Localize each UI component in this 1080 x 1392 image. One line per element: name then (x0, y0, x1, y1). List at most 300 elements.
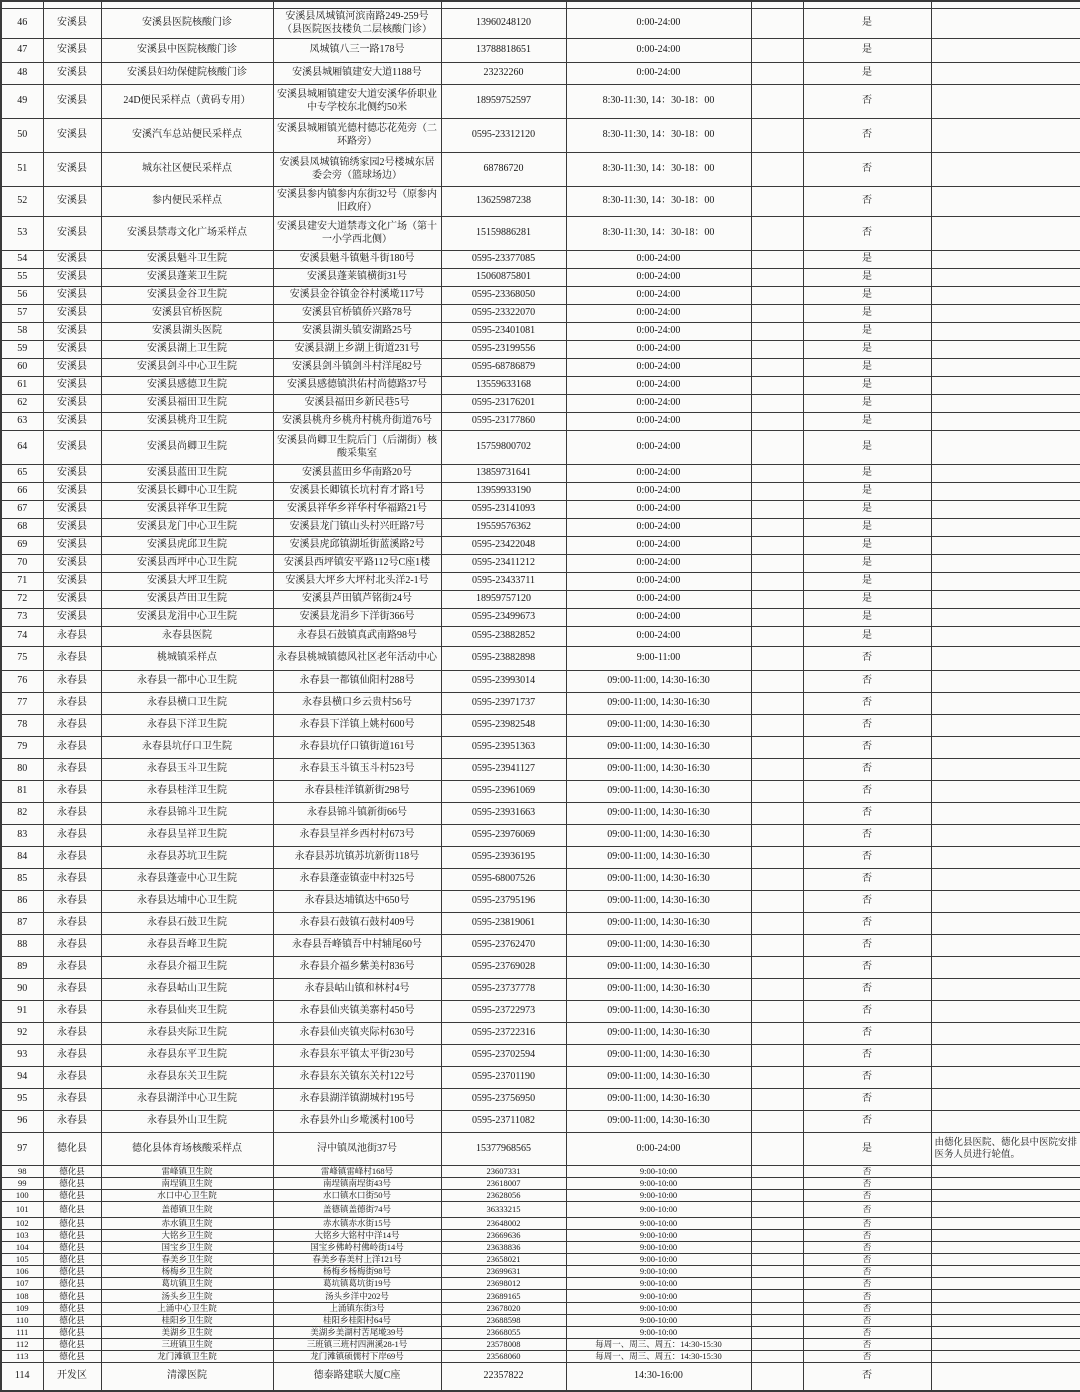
cell-flag: 否 (803, 1166, 931, 1178)
table-row (1, 1363, 1080, 1391)
table-row (1, 359, 1080, 377)
table-row (1, 591, 1080, 609)
cell-phone: 0595-23377085 (441, 251, 566, 269)
cell-county: 德化县 (43, 1218, 101, 1230)
cell-remark (931, 1067, 1080, 1089)
cell-county: 安溪县 (43, 395, 101, 413)
cell-no: 114 (1, 1363, 43, 1391)
cell-phone: 0595-23141093 (441, 501, 566, 519)
cell-county: 安溪县 (43, 413, 101, 431)
cell-flag: 否 (803, 935, 931, 957)
table-row (1, 465, 1080, 483)
cell-address: 安溪县湖头镇安湖路25号 (273, 323, 441, 341)
cell-no: 94 (1, 1067, 43, 1089)
cell-county: 永春县 (43, 803, 101, 825)
cell-county: 永春县 (43, 913, 101, 935)
cell-flag: 否 (803, 1111, 931, 1133)
cell-flag: 否 (803, 119, 931, 153)
cell-flag: 否 (803, 153, 931, 187)
cell-remark (931, 1242, 1080, 1254)
cell-address: 永春县桂洋镇新街298号 (273, 781, 441, 803)
cell-remark (931, 1351, 1080, 1363)
cell-name: 永春县吾峰卫生院 (101, 935, 273, 957)
cell-remark (931, 465, 1080, 483)
cell-no: 49 (1, 85, 43, 119)
cell-no: 77 (1, 693, 43, 715)
cell-remark (931, 305, 1080, 323)
cell-phone: 23568060 (441, 1351, 566, 1363)
cell-county: 开发区 (43, 1363, 101, 1391)
cell-address: 葛坑镇葛坑街19号 (273, 1278, 441, 1290)
cell-blank (751, 323, 803, 341)
cell-no: 57 (1, 305, 43, 323)
cell-name: 清濛医院 (101, 1363, 273, 1391)
cell-no: 86 (1, 891, 43, 913)
cell-no: 83 (1, 825, 43, 847)
cell-blank (751, 1045, 803, 1067)
cell-hours: 9:00-11:00 (566, 647, 751, 671)
cell-hours: 09:00-11:00, 14:30-16:30 (566, 1023, 751, 1045)
cell-county: 安溪县 (43, 85, 101, 119)
cell-name: 永春县下洋卫生院 (101, 715, 273, 737)
cell-hours: 9:00-10:00 (566, 1178, 751, 1190)
cell-blank (751, 9, 803, 39)
cell-hours: 0:00-24:00 (566, 573, 751, 591)
cell-no: 50 (1, 119, 43, 153)
cell-no: 90 (1, 979, 43, 1001)
cell-remark (931, 671, 1080, 693)
cell-phone: 13788818651 (441, 39, 566, 63)
cell-address: 安溪县祥华乡祥华村华福路21号 (273, 501, 441, 519)
cell-flag: 否 (803, 759, 931, 781)
cell-remark (931, 847, 1080, 869)
cell-no: 54 (1, 251, 43, 269)
cell-address: 美湖乡美湖村苦尾墘39号 (273, 1327, 441, 1339)
cell-name: 安溪县祥华卫生院 (101, 501, 273, 519)
cell-name: 安溪县芦田卫生院 (101, 591, 273, 609)
cell-hours: 09:00-11:00, 14:30-16:30 (566, 1067, 751, 1089)
cell-blank (751, 555, 803, 573)
cell-name: 桂阳乡卫生院 (101, 1315, 273, 1327)
cell-flag: 否 (803, 979, 931, 1001)
cell-no: 67 (1, 501, 43, 519)
cell-remark (931, 39, 1080, 63)
cell-no: 91 (1, 1001, 43, 1023)
cell-hours: 09:00-11:00, 14:30-16:30 (566, 869, 751, 891)
cell-hours: 09:00-11:00, 14:30-16:30 (566, 847, 751, 869)
cutoff-row (1, 1, 1080, 9)
cell-address: 安溪县蓝田乡华南路20号 (273, 465, 441, 483)
cell-address: 永春县仙夹镇美寨村450号 (273, 1001, 441, 1023)
cell-remark (931, 781, 1080, 803)
cell-county: 安溪县 (43, 537, 101, 555)
cell-address: 安溪县龙涓乡下洋街366号 (273, 609, 441, 627)
cell-county: 永春县 (43, 737, 101, 759)
table-row (1, 1254, 1080, 1266)
cell-name: 永春县仙夹卫生院 (101, 1001, 273, 1023)
cell-name: 安溪县桃舟卫生院 (101, 413, 273, 431)
cell-phone: 0595-23769028 (441, 957, 566, 979)
cell-blank (751, 847, 803, 869)
cell-remark (931, 935, 1080, 957)
cell-address (273, 1, 441, 9)
cell-flag: 是 (803, 359, 931, 377)
cell-remark (931, 759, 1080, 781)
table-row (1, 269, 1080, 287)
table-row (1, 187, 1080, 217)
cell-hours: 09:00-11:00, 14:30-16:30 (566, 759, 751, 781)
cell-flag: 否 (803, 715, 931, 737)
cell-remark (931, 609, 1080, 627)
cell-county: 永春县 (43, 935, 101, 957)
cell-phone: 23628056 (441, 1190, 566, 1202)
cell-county: 德化县 (43, 1351, 101, 1363)
cell-address: 上涌镇东街3号 (273, 1303, 441, 1315)
cell-no: 72 (1, 591, 43, 609)
cell-remark (931, 519, 1080, 537)
cell-county: 安溪县 (43, 119, 101, 153)
cell-address: 安溪县剑斗镇剑斗村洋尾82号 (273, 359, 441, 377)
cell-county: 安溪县 (43, 187, 101, 217)
cell-name: 永春县东平卫生院 (101, 1045, 273, 1067)
cell-remark (931, 483, 1080, 501)
cell-phone: 0595-23199556 (441, 341, 566, 359)
cell-county: 安溪县 (43, 465, 101, 483)
cell-no: 111 (1, 1327, 43, 1339)
cell-phone: 13559633168 (441, 377, 566, 395)
table-row (1, 759, 1080, 781)
table-row (1, 891, 1080, 913)
table-row (1, 1166, 1080, 1178)
cell-name: 上涌中心卫生院 (101, 1303, 273, 1315)
cell-blank (751, 781, 803, 803)
cell-phone: 36333215 (441, 1202, 566, 1218)
cell-hours: 每周一、周三、周五：14:30-15:30 (566, 1339, 751, 1351)
cell-phone: 0595-23701190 (441, 1067, 566, 1089)
cell-no: 63 (1, 413, 43, 431)
cell-hours: 9:00-10:00 (566, 1218, 751, 1230)
cell-county: 安溪县 (43, 153, 101, 187)
cell-address: 德泰路建联大厦C座 (273, 1363, 441, 1391)
cell-blank (751, 1278, 803, 1290)
cell-blank (751, 431, 803, 465)
cell-address: 安溪县城厢镇建安大道安溪华侨职业中专学校东北侧约50米 (273, 85, 441, 119)
cell-address: 水口镇水口街50号 (273, 1190, 441, 1202)
table-row (1, 1327, 1080, 1339)
cell-county: 安溪县 (43, 269, 101, 287)
cell-county: 永春县 (43, 627, 101, 647)
cell-hours: 9:00-10:00 (566, 1166, 751, 1178)
cell-hours: 09:00-11:00, 14:30-16:30 (566, 935, 751, 957)
cell-county: 安溪县 (43, 287, 101, 305)
cell-address: 安溪县尚卿卫生院后门（后湖街）核酸采集室 (273, 431, 441, 465)
table-row (1, 431, 1080, 465)
cell-remark: 由德化县医院、德化县中医院安排医务人员进行轮值。 (931, 1133, 1080, 1166)
cell-phone: 15377968565 (441, 1133, 566, 1166)
table-row (1, 1303, 1080, 1315)
cell-no: 65 (1, 465, 43, 483)
cell-flag: 否 (803, 1218, 931, 1230)
table-row (1, 1190, 1080, 1202)
cell-no: 105 (1, 1254, 43, 1266)
cell-remark (931, 693, 1080, 715)
table-row (1, 85, 1080, 119)
cell-flag: 否 (803, 1045, 931, 1067)
cell-blank (751, 341, 803, 359)
cell-phone: 0595-23711082 (441, 1111, 566, 1133)
table-row (1, 573, 1080, 591)
cell-remark (931, 957, 1080, 979)
cell-flag: 否 (803, 1023, 931, 1045)
cell-name: 春美乡卫生院 (101, 1254, 273, 1266)
cell-flag: 否 (803, 217, 931, 251)
cell-flag: 是 (803, 377, 931, 395)
cell-name: 安溪县妇幼保健院核酸门诊 (101, 63, 273, 85)
cell-blank (751, 1166, 803, 1178)
cell-address: 杨梅乡杨梅街98号 (273, 1266, 441, 1278)
cell-blank (751, 693, 803, 715)
cell-hours: 0:00-24:00 (566, 9, 751, 39)
cell-blank (751, 1001, 803, 1023)
cell-remark (931, 1111, 1080, 1133)
cell-no: 69 (1, 537, 43, 555)
cell-name: 永春县呈祥卫生院 (101, 825, 273, 847)
cell-address: 永春县石鼓镇真武南路98号 (273, 627, 441, 647)
cell-blank (751, 647, 803, 671)
cell-address: 安溪县大坪乡大坪村北头洋2-1号 (273, 573, 441, 591)
cell-name: 永春县锦斗卫生院 (101, 803, 273, 825)
cell-address: 永春县东平镇太平街230号 (273, 1045, 441, 1067)
cell-name: 盖德镇卫生院 (101, 1202, 273, 1218)
cell-county: 安溪县 (43, 501, 101, 519)
cell-name: 汤头乡卫生院 (101, 1290, 273, 1303)
table-row (1, 413, 1080, 431)
cell-remark (931, 1266, 1080, 1278)
cell-no: 81 (1, 781, 43, 803)
cell-county: 永春县 (43, 957, 101, 979)
cell-phone: 23607331 (441, 1166, 566, 1178)
cell-flag: 是 (803, 9, 931, 39)
cell-hours: 9:00-10:00 (566, 1202, 751, 1218)
cell-blank (751, 1178, 803, 1190)
cell-hours: 09:00-11:00, 14:30-16:30 (566, 803, 751, 825)
cell-name: 参内便民采样点 (101, 187, 273, 217)
cell-flag: 否 (803, 869, 931, 891)
cell-remark (931, 119, 1080, 153)
cell-hours: 0:00-24:00 (566, 519, 751, 537)
cell-remark (931, 979, 1080, 1001)
cell-phone: 0595-23177860 (441, 413, 566, 431)
cell-address: 永春县介福乡紫美村836号 (273, 957, 441, 979)
cell-county: 安溪县 (43, 251, 101, 269)
cell-blank (751, 119, 803, 153)
cell-blank (751, 1218, 803, 1230)
cell-blank (751, 217, 803, 251)
cell-no: 52 (1, 187, 43, 217)
table-row (1, 693, 1080, 715)
cell-blank (751, 269, 803, 287)
cell-address: 三班镇三班村四洲溪28-1号 (273, 1339, 441, 1351)
cell-no: 73 (1, 609, 43, 627)
cell-phone: 22357822 (441, 1363, 566, 1391)
cell-flag: 是 (803, 591, 931, 609)
cell-phone: 23638836 (441, 1242, 566, 1254)
cell-address: 永春县东关镇东关村122号 (273, 1067, 441, 1089)
cell-hours: 0:00-24:00 (566, 323, 751, 341)
table-row (1, 63, 1080, 85)
table-row (1, 153, 1080, 187)
cell-county: 永春县 (43, 891, 101, 913)
cell-blank (751, 395, 803, 413)
cell-flag: 否 (803, 1266, 931, 1278)
cell-flag: 是 (803, 1133, 931, 1166)
cell-hours: 0:00-24:00 (566, 413, 751, 431)
cell-remark (931, 1, 1080, 9)
cell-hours: 09:00-11:00, 14:30-16:30 (566, 1111, 751, 1133)
cell-flag: 是 (803, 483, 931, 501)
cell-name: 永春县石鼓卫生院 (101, 913, 273, 935)
cell-no: 70 (1, 555, 43, 573)
cell-flag: 否 (803, 737, 931, 759)
table-row (1, 825, 1080, 847)
table-row (1, 341, 1080, 359)
cell-remark (931, 869, 1080, 891)
cell-no: 71 (1, 573, 43, 591)
cell-hours: 09:00-11:00, 14:30-16:30 (566, 957, 751, 979)
cell-address: 安溪县龙门镇山头村兴旺路7号 (273, 519, 441, 537)
cell-phone: 23689165 (441, 1290, 566, 1303)
cell-address: 永春县桃城镇德风社区老年活动中心 (273, 647, 441, 671)
cell-no: 112 (1, 1339, 43, 1351)
cell-no: 51 (1, 153, 43, 187)
cell-blank (751, 913, 803, 935)
cell-name: 三班镇卫生院 (101, 1339, 273, 1351)
cell-remark (931, 1339, 1080, 1351)
cell-flag: 否 (803, 187, 931, 217)
cell-address: 盖德镇盖德街74号 (273, 1202, 441, 1218)
cell-county: 德化县 (43, 1178, 101, 1190)
cell-flag: 是 (803, 609, 931, 627)
cell-hours: 9:00-10:00 (566, 1242, 751, 1254)
cell-name: 安溪县长卿中心卫生院 (101, 483, 273, 501)
cell-county: 德化县 (43, 1242, 101, 1254)
cell-blank (751, 1067, 803, 1089)
cell-phone: 0595-23961069 (441, 781, 566, 803)
cell-remark (931, 1278, 1080, 1290)
cell-blank (751, 501, 803, 519)
cell-phone: 13960248120 (441, 9, 566, 39)
cell-no: 102 (1, 1218, 43, 1230)
cell-phone: 0595-23368050 (441, 287, 566, 305)
cell-hours: 9:00-10:00 (566, 1290, 751, 1303)
cell-remark (931, 395, 1080, 413)
cell-blank (751, 519, 803, 537)
cell-blank (751, 1111, 803, 1133)
table-row (1, 9, 1080, 39)
cell-hours: 0:00-24:00 (566, 377, 751, 395)
cell-county: 安溪县 (43, 591, 101, 609)
table-row (1, 957, 1080, 979)
cell-name: 永春县湖洋中心卫生院 (101, 1089, 273, 1111)
cell-hours: 09:00-11:00, 14:30-16:30 (566, 979, 751, 1001)
cell-hours: 9:00-10:00 (566, 1190, 751, 1202)
cell-remark (931, 1230, 1080, 1242)
cell-hours: 0:00-24:00 (566, 555, 751, 573)
table-row (1, 217, 1080, 251)
cell-phone: 0595-23993014 (441, 671, 566, 693)
cell-county: 永春县 (43, 671, 101, 693)
cell-flag: 否 (803, 1242, 931, 1254)
cell-no: 95 (1, 1089, 43, 1111)
cell-name: 美湖乡卫生院 (101, 1327, 273, 1339)
cell-county: 安溪县 (43, 341, 101, 359)
cell-name: 永春县玉斗卫生院 (101, 759, 273, 781)
cell-name: 安溪县龙门中心卫生院 (101, 519, 273, 537)
cell-remark (931, 573, 1080, 591)
cell-address: 安溪县福田乡新民巷5号 (273, 395, 441, 413)
cell-no: 59 (1, 341, 43, 359)
cell-blank (751, 1363, 803, 1391)
cell-flag: 否 (803, 1363, 931, 1391)
table-row (1, 1001, 1080, 1023)
table-row (1, 647, 1080, 671)
cell-address: 永春县石鼓镇石鼓村409号 (273, 913, 441, 935)
cell-blank (751, 85, 803, 119)
cell-blank (751, 1230, 803, 1242)
cell-hours: 0:00-24:00 (566, 63, 751, 85)
cell-blank (751, 573, 803, 591)
cell-remark (931, 715, 1080, 737)
cell-hours: 0:00-24:00 (566, 395, 751, 413)
cell-blank (751, 377, 803, 395)
cell-hours: 09:00-11:00, 14:30-16:30 (566, 891, 751, 913)
cell-address: 永春县达埔镇达中650号 (273, 891, 441, 913)
cell-hours: 0:00-24:00 (566, 1133, 751, 1166)
cell-blank (751, 1, 803, 9)
cell-county: 德化县 (43, 1190, 101, 1202)
cell-no: 82 (1, 803, 43, 825)
cell-hours: 09:00-11:00, 14:30-16:30 (566, 1089, 751, 1111)
cell-name: 永春县外山卫生院 (101, 1111, 273, 1133)
cell-address: 永春县仙夹镇夹际村630号 (273, 1023, 441, 1045)
cell-address: 永春县蓬壶镇壶中村325号 (273, 869, 441, 891)
cell-hours (566, 1, 751, 9)
cell-address: 安溪县芦田镇芦铭街24号 (273, 591, 441, 609)
cell-phone: 0595-68786879 (441, 359, 566, 377)
cell-flag: 否 (803, 957, 931, 979)
cell-hours: 0:00-24:00 (566, 341, 751, 359)
cell-flag: 否 (803, 1327, 931, 1339)
cell-address: 永春县外山乡墘溪村100号 (273, 1111, 441, 1133)
cell-name: 桃城镇采样点 (101, 647, 273, 671)
cell-county: 永春县 (43, 847, 101, 869)
cell-county: 永春县 (43, 1045, 101, 1067)
cell-remark (931, 891, 1080, 913)
cell-remark (931, 187, 1080, 217)
cell-remark (931, 537, 1080, 555)
cell-name: 安溪县感德卫生院 (101, 377, 273, 395)
cell-name: 安溪县西坪中心卫生院 (101, 555, 273, 573)
cell-blank (751, 869, 803, 891)
cell-address: 安溪县湖上乡湖上街道231号 (273, 341, 441, 359)
cell-flag: 是 (803, 413, 931, 431)
table-row (1, 555, 1080, 573)
cell-county: 德化县 (43, 1290, 101, 1303)
table-row (1, 1242, 1080, 1254)
cell-blank (751, 1339, 803, 1351)
table-row (1, 1067, 1080, 1089)
cell-phone: 23232260 (441, 63, 566, 85)
